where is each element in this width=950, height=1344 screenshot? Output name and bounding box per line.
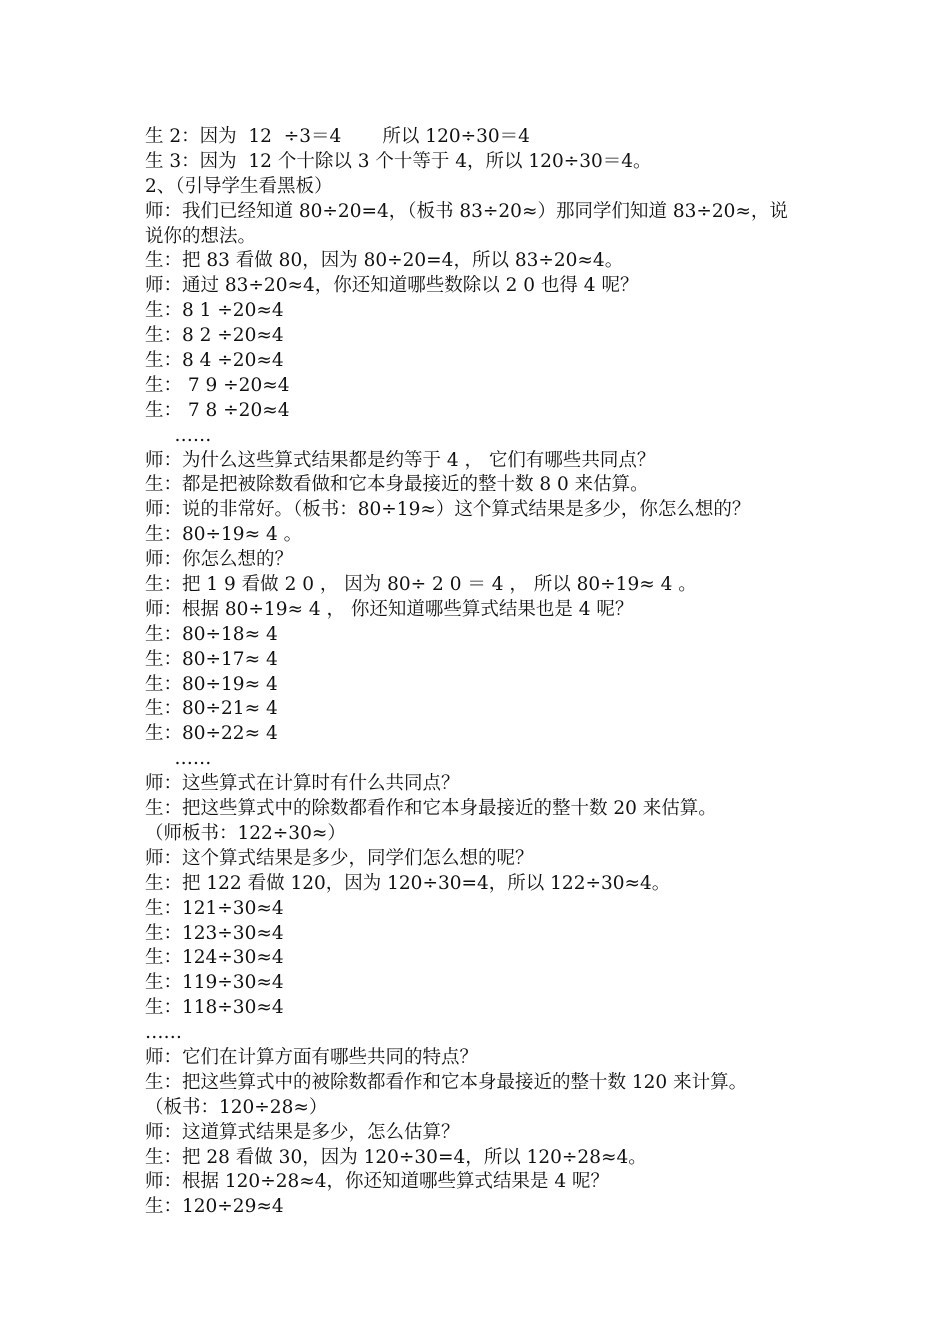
text-line: 师：通过 83÷20≈4，你还知道哪些数除以 2 0 也得 4 呢？ xyxy=(145,275,639,297)
text-line: 生：119÷30≈4 xyxy=(145,972,284,994)
text-line: 生：把 1 9 看做 2 0 ， 因为 80÷ 2 0 ＝ 4 ， 所以 80÷19≈ 4 。 xyxy=(145,574,697,596)
text-line: 生：8 2 ÷20≈4 xyxy=(145,325,284,347)
text-line: 师：你怎么想的？ xyxy=(145,549,294,571)
text-line: 师：说的非常好。（板书：80÷19≈）这个算式结果是多少，你怎么想的？ xyxy=(145,499,751,521)
text-line: 师：根据 120÷28≈4，你还知道哪些算式结果是 4 呢？ xyxy=(145,1171,610,1193)
text-line: 生：把 122 看做 120，因为 120÷30=4，所以 122÷30≈4。 xyxy=(145,872,671,894)
text-line: 师：它们在计算方面有哪些共同的特点？ xyxy=(145,1046,479,1068)
text-line: 师：这些算式在计算时有什么共同点？ xyxy=(145,773,460,795)
text-line: 生：80÷19≈ 4 。 xyxy=(145,524,303,546)
text-line: 生：80÷21≈ 4 xyxy=(145,698,278,720)
text-line: 生：120÷29≈4 xyxy=(145,1196,284,1218)
text-line: 生：80÷18≈ 4 xyxy=(145,623,278,645)
text-line: 生： 7 9 ÷20≈4 xyxy=(145,374,290,396)
text-line: 生：80÷17≈ 4 xyxy=(145,648,278,670)
text-line: 说你的想法。 xyxy=(145,225,257,247)
text-line: …… xyxy=(145,424,212,446)
text-line: …… xyxy=(145,748,212,770)
text-line: …… xyxy=(145,1022,182,1044)
text-line: 师：这道算式结果是多少，怎么估算？ xyxy=(145,1121,460,1143)
text-line: 生：118÷30≈4 xyxy=(145,997,284,1019)
text-line: 师：为什么这些算式结果都是约等于 4 ， 它们有哪些共同点？ xyxy=(145,449,656,471)
text-line: 师：根据 80÷19≈ 4 ， 你还知道哪些算式结果也是 4 呢？ xyxy=(145,598,634,620)
text-line: 生 3：因为 12 个十除以 3 个十等于 4，所以 120÷30＝4。 xyxy=(145,150,652,172)
text-line: 生： 7 8 ÷20≈4 xyxy=(145,399,290,421)
text-line: 生：把这些算式中的除数都看作和它本身最接近的整十数 20 来估算。 xyxy=(145,798,717,820)
text-line: 生：都是把被除数看做和它本身最接近的整十数 8 0 来估算。 xyxy=(145,474,649,496)
text-line: 师：这个算式结果是多少，同学们怎么想的呢？ xyxy=(145,847,534,869)
text-line: 生：121÷30≈4 xyxy=(145,897,284,919)
text-line: 生 2：因为 12 ÷3＝4 所以 120÷30＝4 xyxy=(145,126,530,147)
text-line: 生：124÷30≈4 xyxy=(145,947,284,969)
text-line: 生：80÷22≈ 4 xyxy=(145,723,278,745)
text-line: 生：80÷19≈ 4 xyxy=(145,673,278,695)
text-line: 生：把 28 看做 30，因为 120÷30=4，所以 120÷28≈4。 xyxy=(145,1146,647,1168)
text-line: 生：8 1 ÷20≈4 xyxy=(145,300,284,322)
text-line: 生：123÷30≈4 xyxy=(145,922,284,944)
text-line: （师板书：122÷30≈） xyxy=(145,822,346,844)
text-line: 生：把这些算式中的被除数都看作和它本身最接近的整十数 120 来计算。 xyxy=(145,1071,748,1093)
text-line: 生：把 83 看做 80，因为 80÷20=4，所以 83÷20≈4。 xyxy=(145,250,624,272)
text-line: 生：8 4 ÷20≈4 xyxy=(145,350,284,372)
text-line: 2、（引导学生看黑板） xyxy=(145,175,333,197)
text-line: 师：我们已经知道 80÷20=4，（板书 83÷20≈）那同学们知道 83÷20≈，说 xyxy=(145,200,788,222)
document-body xyxy=(145,125,825,1220)
text-line: （板书：120÷28≈） xyxy=(145,1096,328,1118)
